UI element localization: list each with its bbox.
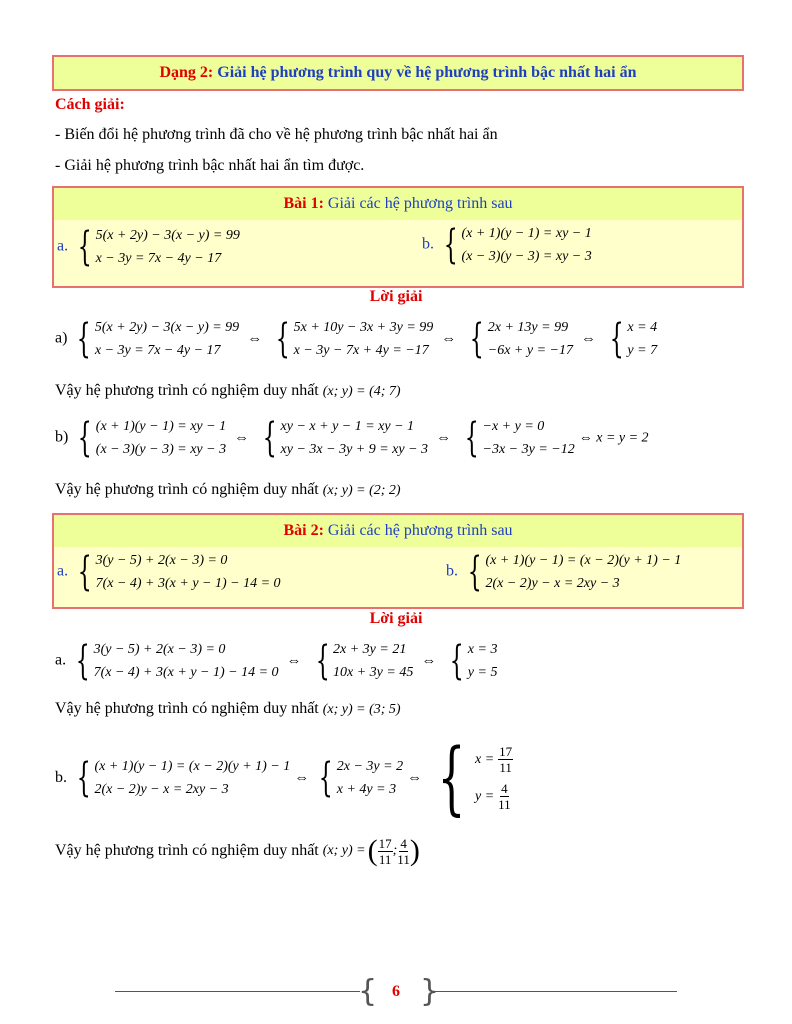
- exercise-1b-eq2: (x − 3)(y − 3) = xy − 3: [461, 249, 592, 264]
- answer-x-num: 17: [378, 835, 392, 851]
- exercise-2b-eq2: 2(x − 2)y − x = 2xy − 3: [485, 576, 620, 591]
- exercise-1b-label: b.: [422, 235, 434, 253]
- solution-2a: a. { 3(y − 5) + 2(x − 3) = 0 7(x − 4) + 3(x + y − 1) − 14 = 0 ⇔ { 2x + 3y = 21 10x + 3y = 45 ⇔ { x = 3 y = 5: [55, 638, 498, 684]
- solution-2a-conclusion: [55, 700, 401, 718]
- iff-symbol: ⇔: [286, 652, 302, 669]
- exercise-1a-eq1: 5(x + 2y) − 3(x − y) = 99: [95, 228, 240, 243]
- section-header: [52, 55, 744, 91]
- exercise-2-box: [52, 513, 744, 609]
- solution-1b-label: b): [55, 428, 69, 446]
- solution-1a-conclusion: [55, 382, 401, 400]
- exercise-2-prefix: Bài 2:: [283, 522, 324, 539]
- exercise-1-prefix: Bài 1:: [283, 195, 324, 212]
- footer-rule-right: [432, 991, 677, 992]
- page-number: 6: [392, 983, 400, 1000]
- sol1a-step2-eq1: 5x + 10y − 3x + 3y = 99: [293, 320, 434, 335]
- exercise-2a: a. { 3(y − 5) + 2(x − 3) = 0 7(x − 4) + 3(x + y − 1) − 14 = 0: [57, 549, 281, 595]
- conclusion-answer: (x; y) = (4; 7): [322, 384, 401, 399]
- solution-1b: b) { (x + 1)(y − 1) = xy − 1 (x − 3)(y − 3) = xy − 3 ⇔ { xy − x + y − 1 = xy − 1 xy − 3x − 3y + 9 = xy − 3 ⇔ { −x + y = 0 −3x − 3y = −12 ⇔ x = y = 2: [55, 415, 649, 461]
- conclusion-answer-prefix: (x; y) =: [322, 843, 366, 858]
- sol1a-step4-eq1: x = 4: [627, 320, 658, 335]
- sol2a-step2-eq1: 2x + 3y = 21: [333, 642, 407, 657]
- iff-symbol: ⇔: [441, 330, 457, 347]
- sol2a-step3-eq2: y = 5: [467, 665, 498, 680]
- exercise-1b: b. { (x + 1)(y − 1) = xy − 1 (x − 3)(y − 3) = xy − 3: [422, 222, 592, 268]
- sol2b-y-num: 4: [501, 781, 508, 796]
- paren-left: (: [367, 834, 378, 867]
- solution-1a-label: a): [55, 329, 68, 347]
- iff-symbol: ⇔: [294, 769, 310, 786]
- solution-1-head: Lời giải: [369, 288, 423, 305]
- sol2b-result: [475, 744, 513, 812]
- sol2b-step2-eq2: x + 4y = 3: [336, 782, 397, 797]
- iff-symbol: ⇔: [580, 330, 596, 347]
- footer-rule-left: [115, 991, 360, 992]
- sol2b-step1-eq2: 2(x − 2)y − x = 2xy − 3: [94, 782, 229, 797]
- sol1b-step3-eq2: −3x − 3y = −12: [482, 442, 575, 457]
- conclusion-text: Vậy hệ phương trình có nghiệm duy nhất: [55, 842, 319, 859]
- paren-right: ): [409, 834, 420, 867]
- method-label: Cách giải:: [55, 96, 125, 113]
- exercise-2-title: [54, 515, 742, 547]
- footer-bracket-left: {: [358, 974, 378, 1009]
- sol2b-x-den: 11: [499, 760, 512, 775]
- exercise-2b: b. { (x + 1)(y − 1) = (x − 2)(y + 1) − 1 2(x − 2)y − x = 2xy − 3: [446, 549, 682, 595]
- solution-2a-label: a.: [55, 651, 67, 669]
- solution-1b-conclusion: [55, 481, 401, 499]
- exercise-1-title: [54, 188, 742, 220]
- sol2a-step1-eq1: 3(y − 5) + 2(x − 3) = 0: [93, 642, 226, 657]
- footer-bracket-right: }: [420, 974, 440, 1009]
- section-title: Giải hệ phương trình quy về hệ phương trình bậc nhất hai ẩn: [217, 64, 637, 81]
- sol1a-step3-eq1: 2x + 13y = 99: [487, 320, 569, 335]
- exercise-1a: a. { 5(x + 2y) − 3(x − y) = 99 x − 3y = 7x − 4y − 17: [57, 224, 240, 270]
- sol1b-step3-eq1: −x + y = 0: [482, 419, 545, 434]
- sol1b-step1-eq1: (x + 1)(y − 1) = xy − 1: [95, 419, 227, 434]
- answer-y-num: 4: [400, 835, 407, 851]
- exercise-1-box: [52, 186, 744, 288]
- conclusion-text: Vậy hệ phương trình có nghiệm duy nhất: [55, 700, 319, 717]
- solution-2b-label: b.: [55, 769, 67, 786]
- section-prefix: Dạng 2:: [159, 64, 214, 81]
- exercise-1a-label: a.: [57, 237, 69, 255]
- iff-symbol: ⇔: [234, 429, 250, 446]
- sol2a-step1-eq2: 7(x − 4) + 3(x + y − 1) − 14 = 0: [93, 665, 279, 680]
- answer-y-den: 11: [397, 851, 410, 867]
- exercise-1-text: Giải các hệ phương trình sau: [327, 195, 513, 212]
- sol2b-x-num: 17: [499, 744, 513, 759]
- solution-2b: b. { (x + 1)(y − 1) = (x − 2)(y + 1) − 1 2(x − 2)y − x = 2xy − 3 ⇔ { 2x − 3y = 2 x + 4y = 3 ⇔ { x = $\frac{17}{11}$ y = $\frac{4}{11}$: [55, 731, 513, 824]
- method-step-2: - Giải hệ phương trình bậc nhất hai ẩn tìm được.: [55, 157, 365, 174]
- exercise-1a-eq2: x − 3y = 7x − 4y − 17: [95, 251, 222, 266]
- exercise-2a-eq2: 7(x − 4) + 3(x + y − 1) − 14 = 0: [95, 576, 281, 591]
- sol2a-step2-eq2: 10x + 3y = 45: [333, 665, 414, 680]
- conclusion-answer: (x; y) = (3; 5): [322, 702, 401, 717]
- sol1b-step2-eq1: xy − x + y − 1 = xy − 1: [280, 419, 415, 434]
- sol1a-step2-eq2: x − 3y − 7x + 4y = −17: [293, 343, 429, 358]
- exercise-2b-label: b.: [446, 562, 458, 580]
- exercise-2a-eq1: 3(y − 5) + 2(x − 3) = 0: [95, 553, 228, 568]
- sol2a-step3-eq1: x = 3: [467, 642, 498, 657]
- sol1b-step1-eq2: (x − 3)(y − 3) = xy − 3: [95, 442, 227, 457]
- sol1b-result: ⇔ x = y = 2: [578, 430, 649, 446]
- sol1a-step3-eq2: −6x + y = −17: [487, 343, 573, 358]
- conclusion-answer: (x; y) = (2; 2): [322, 483, 401, 498]
- sol1a-step1-eq2: x − 3y = 7x − 4y − 17: [94, 343, 221, 358]
- method-step-1: - Biến đổi hệ phương trình đã cho về hệ phương trình bậc nhất hai ẩn: [55, 126, 498, 143]
- iff-symbol: ⇔: [407, 769, 423, 786]
- iff-symbol: ⇔: [436, 429, 452, 446]
- solution-1a: a) { 5(x + 2y) − 3(x − y) = 99 x − 3y = 7x − 4y − 17 ⇔ { 5x + 10y − 3x + 3y = 99 x − 3y − 7x + 4y = −17 ⇔ { 2x + 13y = 99 −6x + y = −17 ⇔ { x = 4 y = 7: [55, 316, 658, 362]
- sol1a-step4-eq2: y = 7: [627, 343, 658, 358]
- conclusion-text: Vậy hệ phương trình có nghiệm duy nhất: [55, 382, 319, 399]
- exercise-1b-eq1: (x + 1)(y − 1) = xy − 1: [461, 226, 592, 241]
- sol2b-step2-eq1: 2x − 3y = 2: [336, 759, 404, 774]
- exercise-2a-label: a.: [57, 562, 69, 580]
- sol1a-step1-eq1: 5(x + 2y) − 3(x − y) = 99: [94, 320, 240, 335]
- sol1b-step2-eq2: xy − 3x − 3y + 9 = xy − 3: [280, 442, 429, 457]
- sol2b-step1-eq1: (x + 1)(y − 1) = (x − 2)(y + 1) − 1: [94, 759, 291, 774]
- iff-symbol: ⇔: [421, 652, 437, 669]
- sol2b-y-label: y =: [474, 788, 495, 804]
- exercise-2b-eq1: (x + 1)(y − 1) = (x − 2)(y + 1) − 1: [485, 553, 682, 568]
- solution-2-head: Lời giải: [369, 610, 423, 627]
- sol2b-y-den: 11: [498, 797, 511, 812]
- exercise-2-text: Giải các hệ phương trình sau: [327, 522, 513, 539]
- iff-symbol: ⇔: [247, 330, 263, 347]
- solution-2b-conclusion: [55, 834, 420, 868]
- answer-x-den: 11: [378, 851, 392, 867]
- conclusion-text: Vậy hệ phương trình có nghiệm duy nhất: [55, 481, 319, 498]
- sol2b-x-label: x =: [474, 751, 495, 767]
- answer-separator: ;: [392, 843, 398, 858]
